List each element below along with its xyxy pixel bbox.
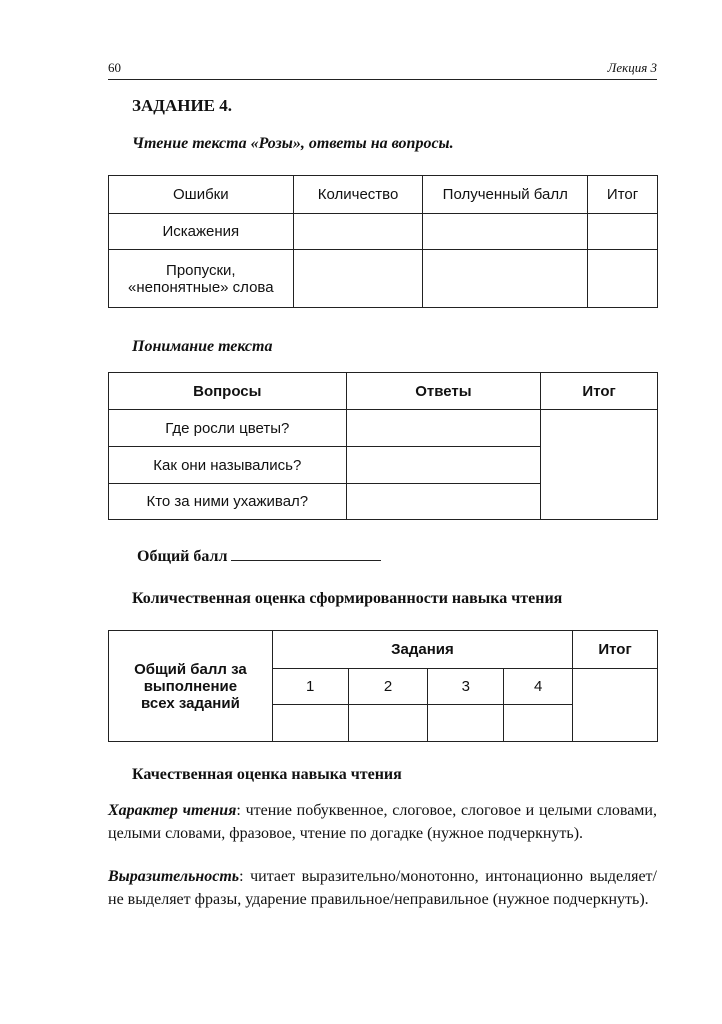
row-label-line: Пропуски, <box>166 261 236 279</box>
quantitative-table <box>108 630 658 742</box>
question-cell: Кто за ними ухаживал? <box>109 484 347 520</box>
column-header: Ответы <box>346 373 541 410</box>
question-cell: Где росли цветы? <box>109 410 347 447</box>
errors-table <box>108 175 658 308</box>
task-number: 4 <box>504 669 573 705</box>
row-header-line: Общий балл за <box>134 660 247 678</box>
total-cell[interactable] <box>573 669 658 742</box>
score-cell[interactable] <box>428 705 504 742</box>
score-cell[interactable] <box>348 705 428 742</box>
total-score-label: Общий балл <box>137 548 228 565</box>
column-header: Итог <box>588 176 658 214</box>
task-number: 2 <box>348 669 428 705</box>
tasks-header: Задания <box>272 631 572 669</box>
task-title: ЗАДАНИЕ 4. <box>132 96 233 115</box>
task-subtitle: Чтение текста «Розы», ответы на вопросы. <box>132 135 454 152</box>
table-row <box>109 631 658 669</box>
table-cell[interactable] <box>293 214 423 250</box>
paragraph-text: : читает выразительно/монотонно, интонационно выделяет/не выделяет фразы, ударение правильное/неправильное (нужное подчеркнуть). <box>108 868 657 908</box>
task-number: 3 <box>428 669 504 705</box>
lecture-label: Лекция 3 <box>607 60 657 75</box>
row-label-line: «непонятные» слова <box>128 278 274 296</box>
row-header-line: выполнение <box>143 677 238 695</box>
table-row <box>109 373 658 410</box>
table-cell[interactable] <box>588 214 658 250</box>
comprehension-title: Понимание текста <box>132 338 273 355</box>
table-cell[interactable] <box>423 250 588 308</box>
page-number: 60 <box>108 60 121 75</box>
score-cell[interactable] <box>272 705 348 742</box>
table-cell[interactable] <box>423 214 588 250</box>
header-rule <box>108 79 657 80</box>
total-score-blank[interactable] <box>231 546 381 561</box>
table-cell[interactable] <box>293 250 423 308</box>
row-header <box>109 631 273 742</box>
row-header-line: всех заданий <box>141 694 240 712</box>
paragraph-text: : чтение побуквенное, слоговое, слоговое и целыми словами, целыми словами, фразовое, чтение по догадке (нужное подчеркнуть). <box>108 802 657 842</box>
score-cell[interactable] <box>504 705 573 742</box>
qualitative-title: Качественная оценка навыка чтения <box>132 766 402 783</box>
answer-cell[interactable] <box>346 410 541 447</box>
table-row <box>109 176 658 214</box>
table-row <box>109 214 658 250</box>
column-header: Ошибки <box>109 176 294 214</box>
paragraph-label: Характер чтения <box>108 802 237 819</box>
task-number: 1 <box>272 669 348 705</box>
column-header: Итог <box>541 373 658 410</box>
total-cell[interactable] <box>541 410 658 520</box>
column-header: Полученный балл <box>423 176 588 214</box>
total-header: Итог <box>573 631 658 669</box>
expressiveness-paragraph <box>108 865 657 911</box>
paragraph-label: Выразительность <box>108 868 240 885</box>
table-row <box>109 410 658 447</box>
row-label: Искажения <box>109 214 294 250</box>
row-label <box>109 250 294 308</box>
reading-character-paragraph <box>108 799 657 845</box>
column-header: Количество <box>293 176 423 214</box>
answer-cell[interactable] <box>346 447 541 484</box>
question-cell: Как они назывались? <box>109 447 347 484</box>
table-cell[interactable] <box>588 250 658 308</box>
answer-cell[interactable] <box>346 484 541 520</box>
column-header: Вопросы <box>109 373 347 410</box>
table-row <box>109 250 658 308</box>
comprehension-table <box>108 372 658 520</box>
quantitative-title: Количественная оценка сформированности навыка чтения <box>132 590 563 607</box>
total-score-line <box>137 546 381 566</box>
